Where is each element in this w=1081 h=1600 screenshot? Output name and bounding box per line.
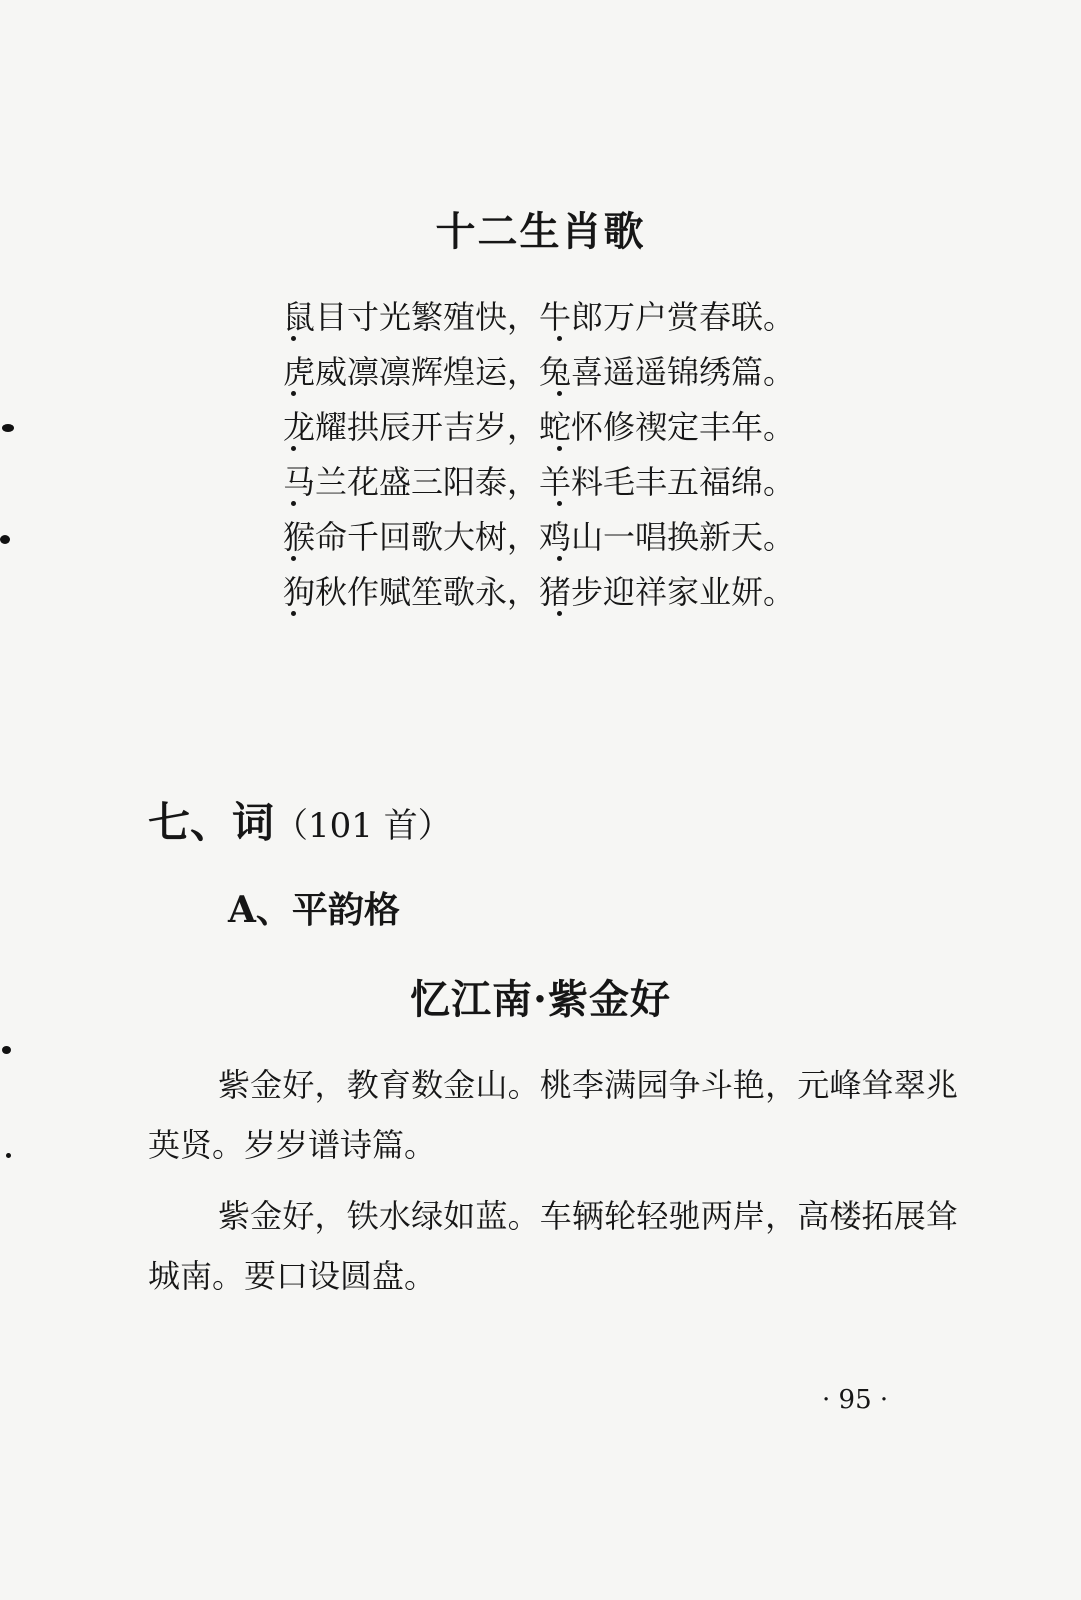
page-number: · 95 · <box>822 1385 889 1415</box>
emphasis-dot <box>291 446 296 451</box>
emphasis-dot <box>557 446 562 451</box>
emphasis-dot <box>291 611 296 616</box>
poem-body <box>283 290 795 620</box>
scan-speck <box>0 535 10 544</box>
scan-speck <box>6 1153 11 1158</box>
poem-line: 猴命千回歌大树，鸡山一唱换新天。 <box>283 518 796 556</box>
scan-speck <box>2 1046 11 1054</box>
ci-stanza: 紫金好，铁水绿如蓝。车辆轮轻驰两岸，高楼拓展耸城南。要口设圆盘。 <box>148 1197 958 1295</box>
scan-speck <box>2 424 14 432</box>
emphasis-dot <box>291 391 296 396</box>
poem-line: 龙耀拱辰开吉岁，蛇怀修禊定丰年。 <box>283 408 796 446</box>
emphasis-dot <box>557 556 562 561</box>
subsection-heading: A、平韵格 <box>228 889 400 931</box>
emphasis-dot <box>291 501 296 506</box>
section-heading <box>148 790 452 850</box>
emphasis-dot <box>291 336 296 341</box>
section-heading-title: 七、词 <box>148 798 275 847</box>
emphasis-dot <box>557 501 562 506</box>
poem-title: 十二生肖歌 <box>435 208 646 255</box>
section-heading-count: （101 首） <box>274 806 452 846</box>
emphasis-dot <box>557 336 562 341</box>
poem-line: 鼠目寸光繁殖快，牛郎万户赏春联。 <box>283 298 796 336</box>
emphasis-dot <box>557 611 562 616</box>
poem-line: 狗秋作赋笙歌永，猪步迎祥家业妍。 <box>283 573 796 611</box>
emphasis-dot <box>291 556 296 561</box>
poem-line: 虎威凛凛辉煌运，兔喜遥遥锦绣篇。 <box>283 353 796 391</box>
emphasis-dot <box>557 391 562 396</box>
poem-line: 马兰花盛三阳泰，羊料毛丰五福绵。 <box>283 463 796 501</box>
ci-stanza: 紫金好，教育数金山。桃李满园争斗艳，元峰耸翠兆英贤。岁岁谱诗篇。 <box>148 1066 958 1164</box>
ci-title: 忆江南·紫金好 <box>410 976 671 1023</box>
